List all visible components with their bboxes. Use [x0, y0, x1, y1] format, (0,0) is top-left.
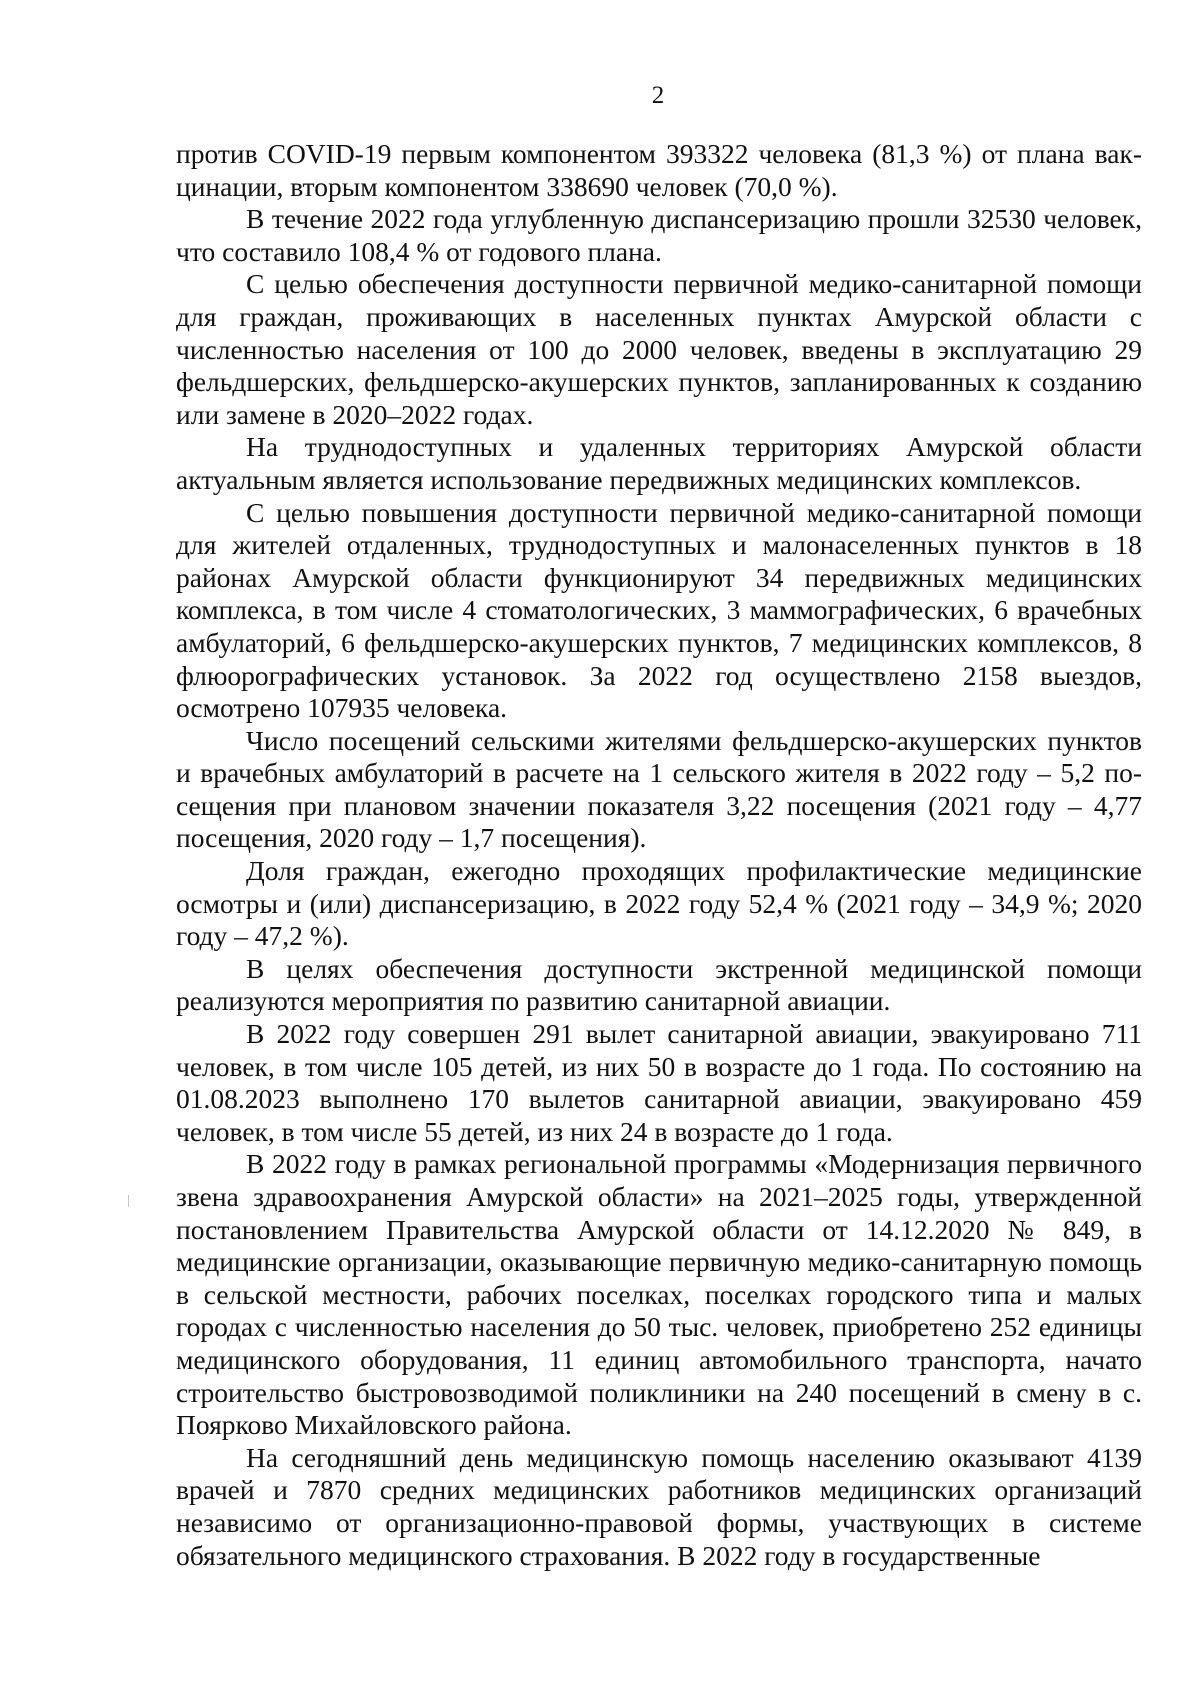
- paragraph-4: На труднодоступных и удаленных территориях Амурской области актуальным является использование передвижных медицинских комплексов.: [176, 431, 1142, 495]
- paragraph-2: В течение 2022 года углубленную диспансеризацию прошли 32530 человек, что составило 108,4 % от годового плана.: [176, 203, 1142, 267]
- paragraph-6: Число посещений сельскими жителями фельдшерско-акушерских пунктов и врачебных амбулаторий в расчете на 1 сельского жителя в 2022 году – 5,2 посещения при плановом значении показателя 3,22 посещения (2021 году – 4,77 посещения, 2020 году – 1,7 посещения).: [176, 724, 1142, 854]
- paragraph-11: На сегодняшний день медицинскую помощь населению оказывают 4139 врачей и 7870 средних медицинских работников медицинских организаций независимо от организационно-правовой формы, участвующих в системе обязательного медицинского страхования. В 2022 году в государственные: [176, 1441, 1142, 1571]
- paragraph-5: С целью повышения доступности первичной медико-санитарной помощи для жителей отдаленных, труднодоступных и малонаселенных пунктов в 18 районах Амурской области функционируют 34 передвижных медицинских комплекса, в том числе 4 стоматологических, 3 маммографических, 6 врачебных амбулаторий, 6 фельдшерско-акушерских пунктов, 7 медицинских комплексов, 8 флюорографических установок. За 2022 год осуществлено 2158 выездов, осмотрено 107935 человека.: [176, 496, 1142, 724]
- paragraph-7: Доля граждан, ежегодно проходящих профилактические медицинские осмотры и (или) диспансеризацию, в 2022 году 52,4 % (2021 году – 34,9 %; 2020 году – 47,2 %).: [176, 855, 1142, 952]
- paragraph-9: В 2022 году совершен 291 вылет санитарной авиации, эвакуировано 711 человек, в том числе 105 детей, из них 50 в возрасте до 1 года. По состоянию на 01.08.2023 выполнено 170 вылетов санитарной авиации, эвакуировано 459 человек, в том числе 55 детей, из них 24 в возрасте до 1 года.: [176, 1018, 1142, 1147]
- page-number: 2: [651, 82, 665, 109]
- paragraph-10: В 2022 году в рамках региональной программы «Модернизация первичного звена здравоохранения Амурской области» на 2021–2025 годы, утвержденной постановлением Правительства Амурской области от 14.12.2020 № 849, в медицинские организации, оказывающие первичную медико-санитарную помощь в сельской местности, рабочих поселках, поселках городского типа и малых городах с численностью населения до 50 тыс. человек, приобретено 252 единицы медицинского оборудования, 11 единиц автомобильного транспорта, начато строительство быстровозводимой поликлиники на 240 посещений в смену в с. Поярково Михайловского района.: [176, 1148, 1142, 1441]
- margin-mark: [128, 1195, 129, 1207]
- paragraph-8: В целях обеспечения доступности экстренной медицинской помощи реализуются мероприятия по развитию санитарной авиации.: [176, 952, 1142, 1017]
- paragraph-3: С целью обеспечения доступности первичной медико-санитарной помощи для граждан, проживающих в населенных пунктах Амурской области с численностью населения от 100 до 2000 человек, введены в эксплуатацию 29 фельдшерских, фельдшерско-акушерских пунктов, запланированных к созданию или замене в 2020–2022 годах.: [176, 268, 1142, 430]
- document-body: [176, 138, 1142, 1572]
- paragraph-1: против COVID-19 первым компонентом 393322 человека (81,3 %) от плана вакцинации, вторым компонентом 338690 человек (70,0 %).: [176, 138, 1142, 202]
